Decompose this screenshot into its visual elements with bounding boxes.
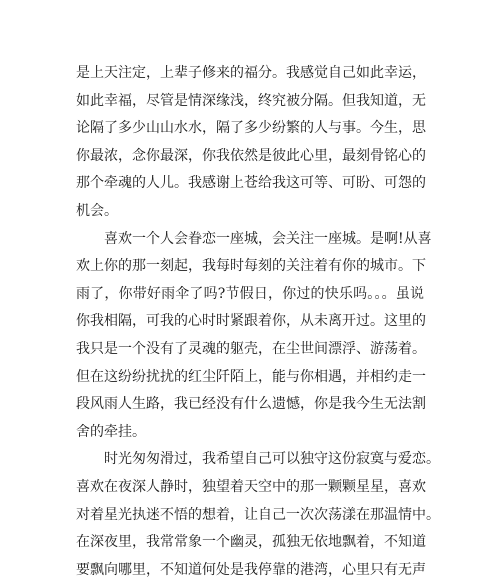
text-line: 你最浓，念你最深，你我依然是彼此心里，最刻骨铭心的 xyxy=(76,147,426,164)
paragraph-3 xyxy=(76,446,440,584)
text-line: 是上天注定，上辈子修来的福分。我感觉自己如此幸运， xyxy=(76,65,426,81)
text-line: 但在这纷纷扰扰的红尘阡陌上，能与你相遇，并相约走一 xyxy=(76,368,426,385)
text-line: 舍的牵挂。 xyxy=(76,423,146,440)
paragraph-1 xyxy=(76,60,424,226)
text-line: 要飘向哪里，不知道何处是我停靠的港湾，心里只有无声 xyxy=(76,561,426,578)
article-body xyxy=(76,60,440,584)
paragraph-2 xyxy=(76,226,432,447)
text-line: 喜欢一个人会眷恋一座城，会关注一座城。是啊!从喜 xyxy=(104,230,432,247)
text-line: 我只是一个没有了灵魂的躯壳，在尘世间漂浮、游荡着。 xyxy=(76,340,426,357)
text-line: 段风雨人生路，我已经没有什么遗憾，你是我今生无法割 xyxy=(76,396,426,413)
text-line: 喜欢在夜深人静时，独望着天空中的那一颗颗星星，喜欢 xyxy=(76,478,426,495)
text-line: 欢上你的那一刻起，我每时每刻的关注着有你的城市。下 xyxy=(76,258,426,275)
text-line: 雨了，你带好雨伞了吗?节假日，你过的快乐吗。。。虽说 xyxy=(76,285,424,302)
text-line: 论隔了多少山山水水，隔了多少纷繁的人与事。今生，思 xyxy=(76,120,426,137)
text-line: 如此幸福，尽管是情深缘浅，终究被分隔。但我知道，无 xyxy=(76,92,426,109)
text-line: 那个牵魂的人儿。我感谢上苍给我这可等、可盼、可怨的 xyxy=(76,175,426,192)
text-line: 在深夜里，我常常象一个幽灵，孤独无依地飘着，不知道 xyxy=(76,534,426,551)
text-line: 机会。 xyxy=(76,202,118,219)
text-line: 你我相隔，可我的心时时紧跟着你，从未离开过。这里的 xyxy=(76,313,426,330)
text-line: 时光匆匆滑过，我希望自己可以独守这份寂寞与爱恋。 xyxy=(104,451,440,468)
text-line: 对着星光执迷不悟的想着，让自己一次次荡漾在那温情中。 xyxy=(76,506,440,523)
